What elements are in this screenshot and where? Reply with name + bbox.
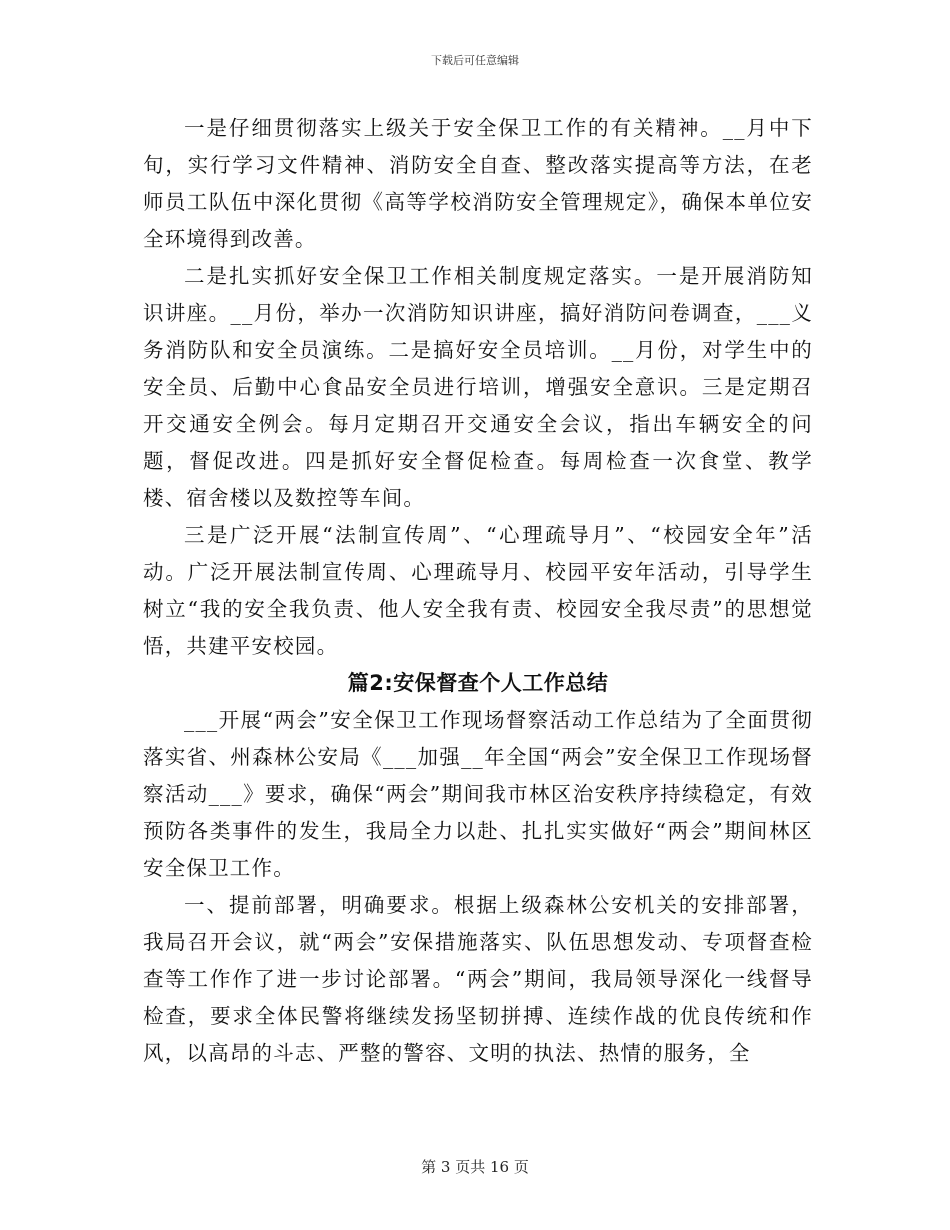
paragraph-3: 三是广泛开展“法制宣传周”、“心理疏导月”、“校园安全年”活动。广泛开展法制宣传周、心理疏导月、校园平安年活动，引导学生树立“我的安全我负责、他人安全我有责、校园安全我尽责”的思想觉悟，共建平安校园。	[143, 523, 813, 658]
paragraph-1: 一是仔细贯彻落实上级关于安全保卫工作的有关精神。__月中下旬，实行学习文件精神、消防安全自查、整改落实提高等方法，在老师员工队伍中深化贯彻《高等学校消防安全管理规定》，确保本单位安全环境得到改善。	[143, 116, 813, 251]
document-body	[143, 110, 813, 1072]
page-footer: 第 3 页共 16 页	[421, 1158, 529, 1176]
section-title: 篇2:安保督查个人工作总结	[347, 671, 609, 695]
page-header: 下载后可任意编辑	[431, 54, 519, 67]
paragraph-2: 二是扎实抓好安全保卫工作相关制度规定落实。一是开展消防知识讲座。__月份，举办一次消防知识讲座，搞好消防问卷调查，___义务消防队和安全员演练。二是搞好安全员培训。__月份，对学生中的安全员、后勤中心食品安全员进行培训，增强安全意识。三是定期召开交通安全例会。每月定期召开交通安全会议，指出车辆安全的问题，督促改进。四是抓好安全督促检查。每周检查一次食堂、教学楼、宿舍楼以及数控等车间。	[143, 264, 813, 510]
paragraph-4: ___开展“两会”安全保卫工作现场督察活动工作总结为了全面贯彻落实省、州森林公安局《___加强__年全国“两会”安全保卫工作现场督察活动___》要求，确保“两会”期间我市林区治安秩序持续稳定，有效预防各类事件的发生，我局全力以赴、扎扎实实做好“两会”期间林区安全保卫工作。	[143, 708, 813, 880]
paragraph-5: 一、提前部署，明确要求。根据上级森林公安机关的安排部署，我局召开会议，就“两会”安保措施落实、队伍思想发动、专项督查检查等工作作了进一步讨论部署。“两会”期间，我局领导深化一线督导检查，要求全体民警将继续发扬坚韧拼搏、连续作战的优良传统和作风，以高昂的斗志、严整的警容、文明的执法、热情的服务，全	[143, 893, 813, 1065]
